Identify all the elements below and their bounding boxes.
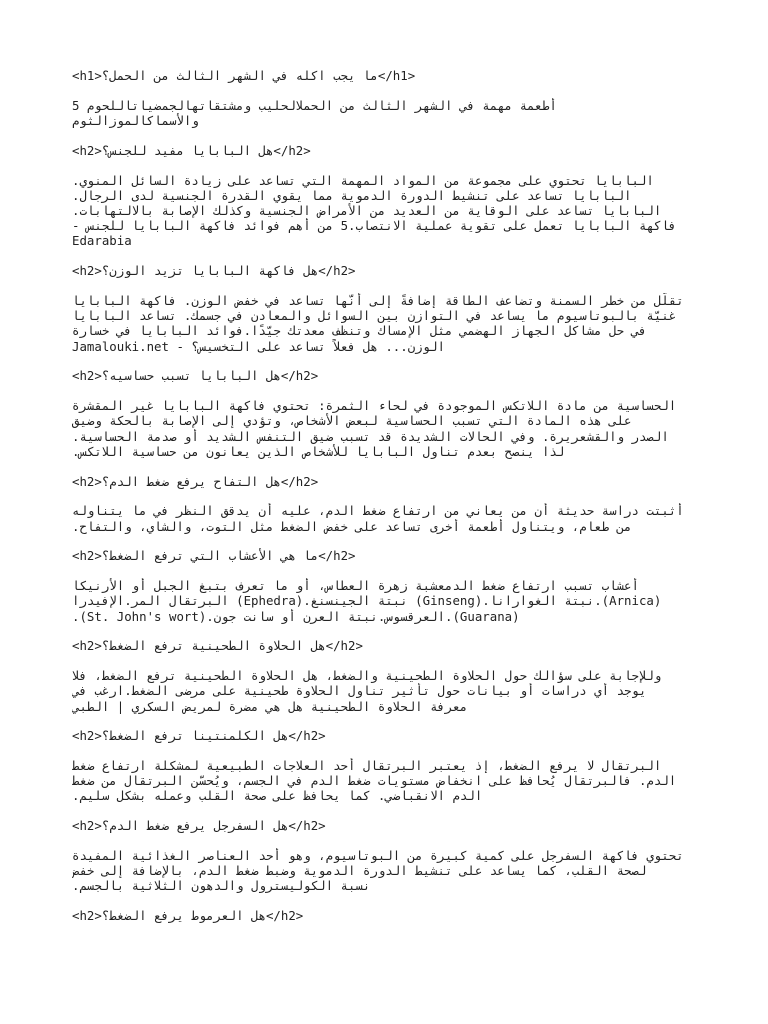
section-heading: <h2>هل الحلاوة الطحينية ترفع الضغط؟</h2> [72,638,363,654]
paragraph-line: أثبتت دراسة حديثة أن من يعاني من ارتفاع ضغط الدم، عليه أن يدقق النظر في ما يتناوله [72,503,684,519]
paragraph [72,398,696,459]
paragraph-line: من طعام، ويتناول أطعمة أخرى تساعد على خفض الضغط مثل التوت، والشاي، والتفاح. [72,518,632,534]
section-heading: <h2>هل الكلمنتينا ترفع الضغط؟</h2> [72,728,326,744]
paragraph-line: Edarabia [72,233,132,249]
paragraph-line: البابايا تساعد على تنشيط الدورة الدموية مما يقوي القدرة الجنسية لدى الرجال. [72,187,632,203]
paragraph-line: غنيّة بالبوتاسيوم ما يساعد في التوازن بين السوائل والمعادن في جسمك. تساعد البابايا [72,308,677,324]
paragraph [72,578,696,624]
section-heading: <h2>هل التفاح يرفع ضغط الدم؟</h2> [72,473,319,489]
paragraph-line: الصدر والقشعريرة. وفي الحالات الشديدة قد تسبب ضيق التنفس الشديد أو صدمة الحساسية. [72,428,669,444]
paragraph-line: البرتقال لا يرفع الضغط، إذ يعتبر البرتقال أحد العلاجات الطبيعية لمشكلة ارتفاع ضغط [72,758,662,774]
paragraph-line: البابايا تحتوي على مجموعة من المواد المهمة التي تساعد على زيادة السائل المنوي. [72,172,654,188]
section-heading: <h2>هل فاكهة البابايا تزيد الوزن؟</h2> [72,263,356,279]
section-heading: <h2>هل البابايا تسبب حساسيه؟</h2> [72,368,319,384]
paragraph-line: في حل مشاكل الجهاز الهضمي مثل الإمساك وتنظف معدتك جيّدًا.فوائد البابايا في خسارة [72,323,647,339]
paragraph-line: معرفة الحلاوة الطحينية هل هي مضرة لمريض السكري | الطبي [72,698,468,714]
paragraph [72,758,696,804]
section-heading: <h2>هل السفرجل يرفع ضغط الدم؟</h2> [72,818,326,834]
paragraph-line: لذا ينصح بعدم تناول البابايا للأشخاص الذين يعانون من حساسية اللاتكس. [72,443,565,459]
paragraph-line: الدم الانقباضي. كما يحافظ على صحة القلب وعمله بشكل سليم. [72,788,483,804]
paragraph [72,173,696,249]
paragraph-line: البابايا تساعد على الوقاية من العديد من الأمراض الجنسية وكذلك الإصابة بالالتهابات. [72,202,662,218]
paragraph-line: يوجد أي دراسات أو بيانات حول تأثير تناول الحلاوة طحينية على مرضى الضغط.ارغب في [72,683,647,699]
section-heading: <h1>ما يجب اكله في الشهر الثالث من الحمل؟</h1> [72,68,416,83]
paragraph [72,98,696,128]
section-heading: <h2>هل العرموط يرفع الضغط؟</h2> [72,908,304,924]
section-heading: <h2>هل البابايا مفيد للجنس؟</h2> [72,142,311,158]
paragraph-line: أعشاب تسبب ارتفاع ضغط الدمعشبة زهرة العطاس، أو ما تعرف بتبغ الجبل أو الأرنيكا [72,578,639,594]
paragraph-line: لصحة القلب، كما يساعد على تنشيط الدورة الدموية وضبط ضغط الدم، بالإضافة إلى خفض [72,863,647,879]
paragraph-line: فاكهة البابايا تعمل على تقوية عملية الانتصاب.5 من أهم فوائد فاكهة البابايا للجنس - [72,218,677,234]
paragraph-line: (Arnica).نبتة الغوارانا.(Ginseng) نبتة الجينسنغ.(Ephedra) البرتقال المر.الإفيدرا [72,593,662,609]
paragraph-line: أطعمة مهمة في الشهر الثالث من الحملالحليب ومشتقاتهالجمضياتاللحوم 5 [72,97,557,113]
section-heading: <h2>ما هي الأعشاب التي ترفع الضغط؟</h2> [72,548,356,564]
paragraph [72,848,696,894]
paragraph [72,668,696,714]
paragraph-line: الدم. فالبرتقال يُحافظ على انخفاض مستويات ضغط الدم في الجسم، ويُحسّن البرتقال من ضغط [72,773,677,789]
paragraph-line: نسبة الكوليسترول والدهون الثلاثية بالجسم. [72,878,371,894]
paragraph-line: الحساسية من مادة اللاتكس الموجودة في لحاء الثمرة: تحتوي فاكهة البابايا غير المقشرة [72,398,677,414]
paragraph [72,293,696,354]
paragraph-line: تحتوي فاكهة السفرجل على كمية كبيرة من البوتاسيوم، وهو أحد العناصر الغذائية المفيدة [72,848,684,864]
paragraph-line: (Guarana).العرقسوس.نبتة العرن أو سانت جون.(St. John's wort). [72,608,520,624]
document-body [72,68,696,938]
paragraph-line: تقلّل من خطر السمنة وتضاعف الطاقة إضافةً إلى أنّها تساعد في خفض الوزن. فاكهة البابايا [72,292,684,308]
paragraph-line: والأسماكالموزالثوم [72,112,199,128]
paragraph-line: على هذه المادة التي تسبب الحساسية لبعض الأشخاص، وتؤدي إلى الإصابة بالحكة وضيق [72,413,632,429]
paragraph [72,503,696,533]
paragraph-line: الوزن... هل فعلاً تساعد على التخسيس؟ - Jamalouki.net [72,338,445,354]
paragraph-line: وللإجابة على سؤالك حول الحلاوة الطحينية والضغط، هل الحلاوة الطحينية ترفع الضغط، فلا [72,668,662,684]
